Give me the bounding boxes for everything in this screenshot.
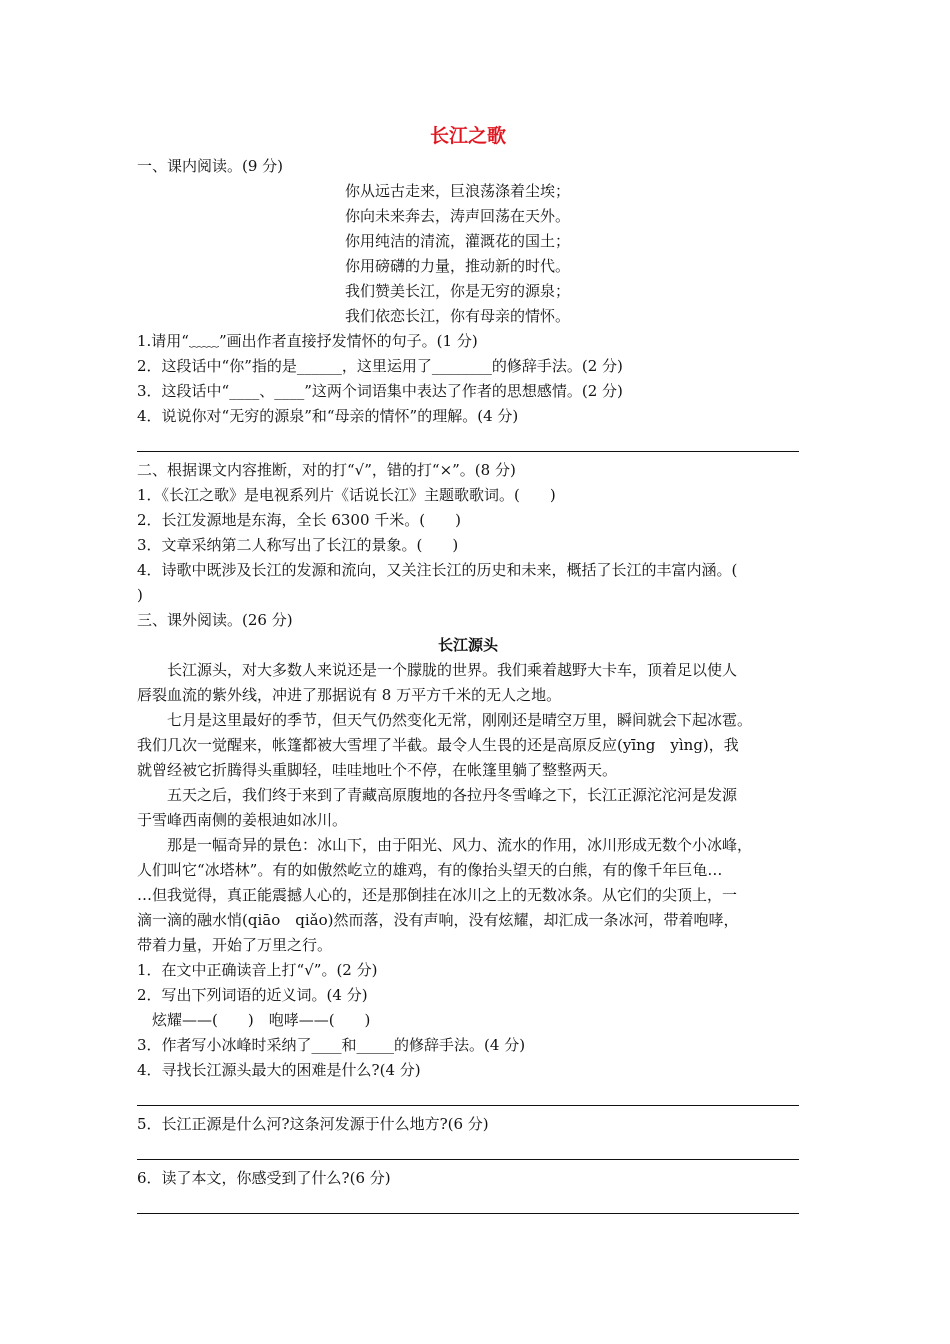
poem-line: 你用磅礴的力量，推动新的时代。 (345, 257, 571, 275)
paragraph-line: 滴一滴的融水悄(qiāo qiǎo)然而落，没有声响，没有炫耀，却汇成一条冰河，带着咆哮， (137, 911, 739, 929)
section3-heading: 三、课外阅读。(26 分) (137, 611, 293, 629)
paragraph-line: …但我觉得，真正能震撼人心的，还是那倒挂在冰川之上的无数冰条。从它们的尖顶上，一 (137, 886, 738, 904)
paragraph-line: 五天之后，我们终于来到了青藏高原腹地的各拉丹冬雪峰之下，长江正源沱沱河是发源 (167, 786, 738, 804)
question: 6．读了本文，你感受到了什么?(6 分) (137, 1169, 391, 1187)
judgement-item: 2．长江发源地是东海，全长 6300 千米。( ) (137, 511, 461, 529)
judgement-item: 3．文章采纳第二人称写出了长江的景象。( ) (137, 536, 459, 554)
judgement-item-end: ) (137, 586, 143, 604)
paragraph-line: 于雪峰西南侧的姜根迪如冰川。 (137, 811, 348, 829)
question: 4．寻找长江源头最大的困难是什么?(4 分) (137, 1061, 421, 1079)
judgement-item: 4．诗歌中既涉及长江的发源和流向，又关注长江的历史和未来，概括了长江的丰富内涵。( (137, 561, 738, 579)
poem-line: 我们依恋长江，你有母亲的情怀。 (345, 307, 571, 325)
synonym-blanks: 炫耀——( ) 咆哮——( ) (137, 1011, 371, 1029)
section2-heading: 二、根据课文内容推断，对的打“√”，错的打“×”。(8 分) (137, 461, 516, 479)
passage-title: 长江源头 (437, 636, 498, 654)
paragraph-line: 唇裂血流的紫外线，冲进了那据说有 8 万平方千米的无人之地。 (137, 686, 562, 704)
paragraph-line: 就曾经被它折腾得头重脚轻，哇哇地吐个不停，在帐篷里躺了整整两天。 (137, 761, 618, 779)
paragraph-line: 人们叫它“冰塔林”。有的如傲然屹立的雄鸡，有的像抬头望天的白熊，有的像千年巨龟… (137, 861, 723, 879)
question: 1．在文中正确读音上打“√”。(2 分) (137, 961, 378, 979)
answer-line[interactable] (137, 1137, 799, 1160)
paragraph-line: 那是一幅奇异的景色：冰山下，由于阳光、风力、流水的作用，冰川形成无数个小冰峰， (167, 836, 753, 854)
page-title: 长江之歌 (429, 125, 506, 147)
section1-heading: 一、课内阅读。(9 分) (137, 157, 284, 175)
worksheet-page (137, 118, 799, 1220)
question: 4．说说你对“无穷的源泉”和“母亲的情怀”的理解。(4 分) (137, 407, 519, 425)
paragraph-line: 长江源头，对大多数人来说还是一个朦胧的世界。我们乘着越野大卡车，顶着足以使人 (167, 661, 738, 679)
paragraph-line: 带着力量，开始了万里之行。 (137, 936, 333, 954)
question: 3．这段话中“____、____”这两个词语集中表达了作者的思想感情。(2 分) (137, 382, 623, 400)
poem-line: 你向未来奔去，涛声回荡在天外。 (345, 207, 571, 225)
paragraph-line: 七月是这里最好的季节，但天气仍然变化无常，刚刚还是晴空万里，瞬间就会下起冰雹。 (167, 711, 753, 729)
poem-line: 我们赞美长江，你是无穷的源泉； (345, 282, 571, 300)
poem-line: 你用纯洁的清流，灌溉花的国土； (345, 232, 571, 250)
question: 1.请用“﹏﹏”画出作者直接抒发情怀的句子。(1 分) (137, 332, 478, 350)
paragraph-line: 我们几次一觉醒来，帐篷都被大雪埋了半截。最令人生畏的还是高原反应(yīng yìng)，我 (137, 736, 739, 754)
poem-line: 你从远古走来，巨浪荡涤着尘埃； (345, 182, 571, 200)
judgement-item: 1．《长江之歌》是电视系列片《话说长江》主题歌歌词。( ) (137, 486, 556, 504)
question: 3．作者写小冰峰时采纳了____和_____的修辞手法。(4 分) (137, 1036, 526, 1054)
question: 2．写出下列词语的近义词。(4 分) (137, 986, 368, 1004)
answer-line[interactable] (137, 429, 799, 452)
question: 2．这段话中“你”指的是______，这里运用了________的修辞手法。(2 分) (137, 357, 623, 375)
answer-line[interactable] (137, 1191, 799, 1214)
answer-line[interactable] (137, 1083, 799, 1106)
question: 5．长江正源是什么河?这条河发源于什么地方?(6 分) (137, 1115, 489, 1133)
